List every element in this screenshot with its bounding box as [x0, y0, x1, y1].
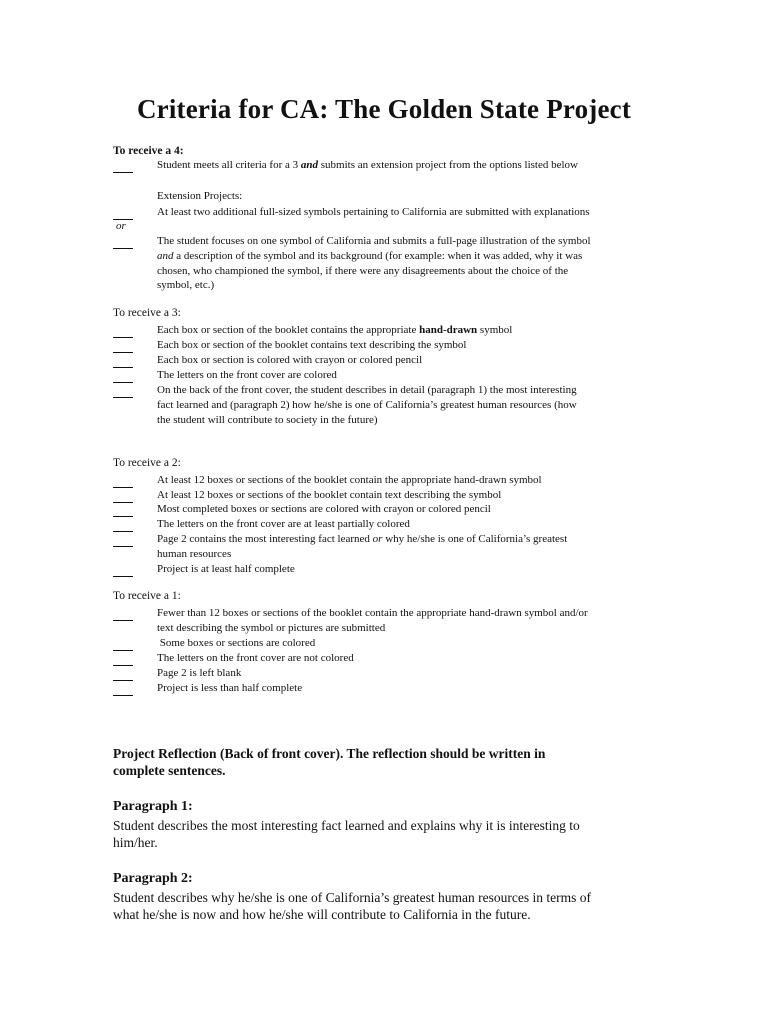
document-page: Criteria for CA: The Golden State Project To receive a 4: Student meets all criteria for a 3 and submits an extension project from the options listed below Extension Projects: At least two additional full-sized symbols pertaining to California are submitted with explanations or The student focuses on one symbol of California and submits a full-page illustration of the symbol and a description of the symbol and its background (for example: when it was added, why it was chosen, who championed the symbol, if there were any disagreements about the choice of the symbol, etc.) To receive a 3: Each box or section of the booklet contains the appropriate hand-drawn symbol Each box or section of the booklet contains text describing the symbol Each box or section is colored with crayon or colored pencil The letters on the front cover are colored On the back of the front cover, the student describes in detail (paragraph 1) the most interesting fact learned and (paragraph 2) how he/she is one of California’s greatest human resources (how the student will contribute to society in the future) To receive a 2: At least 12 boxes or sections of the booklet contain the appropriate hand-drawn symbol At least 12 boxes or sections of the booklet contain text describing the symbol Most completed boxes or sections are colored with crayon or colored pencil The letters on the front cover are at least partially colored Page 2 contains the most interesting fact learned or why he/she is one of California’s greatest human resources Project is at least half complete To receive a 1: Fewer than 12 boxes or sections of the booklet contain the appropriate hand-drawn symbol and/or text describing the symbol or pictures are submitted Some boxes or sections are colored The letters on the front cover are not colored Page 2 is left blank Project is less than half complete Project Reflection (Back of front cover). The reflection should be written in complete sentences. Paragraph 1: Student describes the most interesting fact learned and explains why it is interesting to him/her. Paragraph 2: Student describes why he/she is one of California’s greatest human resources in terms of what he/she is now and how he/she will contribute to California in the future.	[0, 0, 768, 1024]
checkbox-line[interactable]	[113, 353, 133, 368]
level2-heading: To receive a 2:	[113, 457, 181, 469]
level3-heading: To receive a 3:	[113, 307, 181, 319]
checkbox-line[interactable]	[113, 234, 133, 249]
checkbox-line[interactable]	[113, 158, 133, 173]
reflection-title: Project Reflection (Back of front cover). The reflection should be written in complete sentences.	[113, 746, 546, 778]
checkbox-line[interactable]	[113, 666, 133, 681]
checkbox-line[interactable]	[113, 488, 133, 503]
paragraph2-text: Student describes why he/she is one of California’s greatest human resources in terms of what he/she is now and how he/she will contribute to California in the future.	[113, 890, 592, 922]
checkbox-line[interactable]	[113, 532, 133, 547]
checkbox-line[interactable]	[113, 502, 133, 517]
page-title: Criteria for CA: The Golden State Project	[136, 94, 632, 124]
checkbox-line[interactable]	[113, 517, 133, 532]
or-label: or	[116, 220, 126, 232]
checkbox-line[interactable]	[113, 205, 133, 220]
paragraph1-text: Student describes the most interesting fact learned and explains why it is interesting to him/her.	[113, 818, 580, 850]
level1-heading: To receive a 1:	[113, 590, 181, 602]
checkbox-line[interactable]	[113, 383, 133, 398]
checkbox-line[interactable]	[113, 606, 133, 621]
checkbox-line[interactable]	[113, 562, 133, 577]
checkbox-line[interactable]	[113, 323, 133, 338]
checkbox-line[interactable]	[113, 368, 133, 383]
paragraph2-heading: Paragraph 2:	[113, 871, 193, 886]
checkbox-line[interactable]	[113, 681, 133, 696]
level4-heading: To receive a 4:	[113, 145, 184, 157]
checkbox-line[interactable]	[113, 651, 133, 666]
checkbox-line[interactable]	[113, 338, 133, 353]
paragraph1-heading: Paragraph 1:	[113, 799, 193, 814]
checkbox-line[interactable]	[113, 636, 133, 651]
checkbox-line[interactable]	[113, 473, 133, 488]
